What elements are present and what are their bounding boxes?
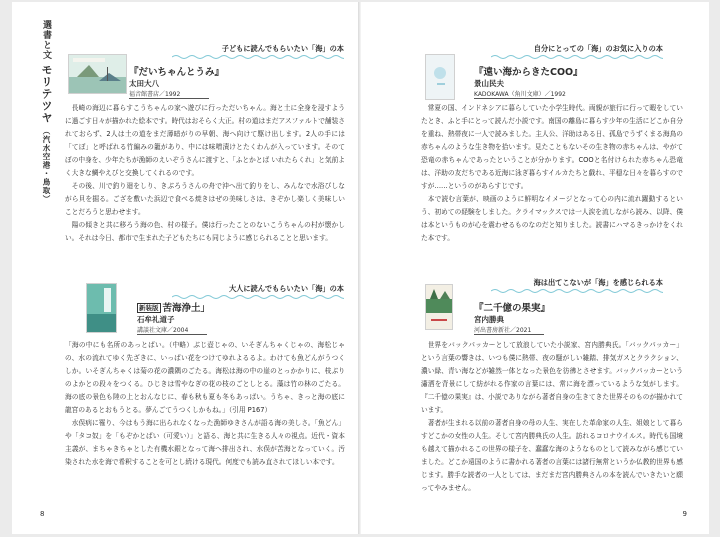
right-page bbox=[361, 2, 709, 534]
vertical-sub: （汽水空港・鳥取） bbox=[42, 127, 51, 204]
book-publisher: 講談社文庫／2004 bbox=[137, 327, 189, 334]
section-heading: 大人に読んでもらいたい「海」の本 bbox=[172, 284, 344, 302]
title-rule bbox=[129, 98, 209, 99]
book-title: 『二千億の果実』 bbox=[474, 303, 551, 314]
book-title: 『遠い海からきたCOO』 bbox=[474, 67, 583, 78]
book-cover bbox=[86, 283, 117, 333]
cover-illustration bbox=[69, 55, 126, 93]
wave-decoration bbox=[491, 54, 663, 60]
review-text: 「海の中にも名所のあっとばい。（中略）ぶじ壺じゃの、いそぎんちゃくじゃの、海松じゃの、水の流れてゆく先ざきに、いっぱい花をつけてゆれよるるよ。わけても魚どんがうつくしか。いそぎんちゃくは菊の花の濃隅のごたる。海松は海の中の崖のとっかかりに、枝ぶりのよかとの段々をつくる。ひじきは雪やなぎの花の枝のごとしとる。藻は竹の林のごたる。海の底の景色も陸の上とおんなじに、春も秋も夏も冬もあっばい。うちゃ、きっと海の底に龍宮のあるとおもうとる。夢んごてうつくしかもね。」（引用 P167） 水俣病に罹り、今はもう海に出られなくなった漁師ゆきさんが語る海の美しさ。「魚どん」や「タコ奴」を「もぞかとばい（可愛い）」と語る、海と共に生きる人々の視点。近代・資本主義が、まちゃきちゃとした有機水銀となって海へ排出され、水俣が苦海となっていく。汚染された水を海で希釈することを可とし続ける現代。何度でも読み直されてほしい本です。 bbox=[65, 341, 345, 466]
vertical-author: モリテツヤ bbox=[40, 64, 53, 124]
book-cover bbox=[425, 54, 455, 100]
book-author: 宮内勝典 bbox=[474, 315, 504, 324]
title-rule bbox=[474, 98, 554, 99]
title-rule bbox=[137, 334, 207, 335]
book-publisher: KADOKAWA（角川文庫）／1992 bbox=[474, 91, 566, 98]
edition-tag: 新装版 bbox=[139, 304, 159, 312]
book-author: 景山民夫 bbox=[474, 79, 504, 88]
cover-illustration bbox=[426, 285, 452, 329]
review-text: 世界をバックパッカーとして放浪していた小説家、宮内勝典氏。「バックパッカー」という言葉の響きは、いつも僕に熱帯、夜の騒がしい雑踏、排気ガスとクラクション、濃い緑、青い海などが雑然一体となった景色を彷彿とさせます。バックパッカーという瀟洒を背景にして紡がれる作家の言葉には、常に海を漂っているような気がします。『二千億の果実』は、小説でありながら著者自身の生きてきた世界そのものが描かれています。 著者が生まれる以前の著者自身の母の人生、実在した革命家の人生、姐娘として暮らすどこかの女性の人生。そして宮内勝典氏の人生。訪れるコロナウイルス。時代も国境も越えて描かれるこの世界の様子を、蠢蠢な海のようなものとして読みながら感じていました。どこか遠国のように書かれる著者の言葉には諸行無常というか仏教的世界も感じます。勝手な読者の一人としては、まだまだ宮内勝典さんの本を読んでいきたいと願ってやみません。 bbox=[421, 341, 683, 492]
page-number: 8 bbox=[40, 510, 45, 518]
vertical-title bbox=[39, 20, 53, 204]
book-title: 新装版 苦海浄土」 bbox=[139, 303, 211, 314]
page-number: 9 bbox=[682, 510, 687, 518]
review-text: 長崎の海辺に暮らすこうちゃんの家へ遊びに行っただいちゃん。海と土に全身を浸すように過ごす日々が描かれた絵本です。時代はおそらく大正。村の道はまだアスファルトで舗装されておらず、2人は土の道をまだ薄暗がりの早朝、海へ向けて駆け出します。2人の手には「てぼ」と呼ばれる竹編みの籠があり、中には味噌漬けとたくわんが入っています。そのてぼの中身を、少年たちが漁師のえいぞうさんに渡すと、「ふとかとば いれたらくれ」と気前よく大きな鯛やえびと交換してくれるのです。 その後、川で釣り廻をしり、きぶろうさんの舟で沖へ出て釣りをし、みんなで水浴びしながら貝を掘る。ござを敷いた浜辺で食べる焼きはぜの美味しさは、きぞかし楽しく美味しいことだろうと思わせます。 陽の傾きと共に移ろう海の色、村の様子。僕は行ったことのないこうちゃんの村が懐かしい。それは今日、都市で生まれた子どもたちにも同じように感じられることと思います。 bbox=[65, 104, 345, 242]
book-publisher: 河出書房新社／2021 bbox=[474, 327, 532, 334]
wave-decoration bbox=[491, 288, 663, 294]
book-title: 『だいちゃんとうみ』 bbox=[129, 67, 225, 78]
book-publisher: 福音館書店／1992 bbox=[129, 91, 181, 98]
book-author: 石牟礼道子 bbox=[137, 315, 175, 324]
title-rule bbox=[474, 334, 544, 335]
book-author: 太田大八 bbox=[129, 79, 159, 88]
section-heading: 海は出てこないが「海」を感じられる本 bbox=[491, 278, 663, 296]
review-text: 常夏の国、インドネシアに暮らしていた小学生時代。両親が旅行に行って暇をしていたとき、ふと手にとって読んだ小説です。南国の離島に暮らす少年の生活にどこか自分を重ね、熱帯夜に一人で読みました。主人公、洋助はある日、孤島でうずくまる海鳥の赤ちゃんのような生き物を拾います。見たこともないその生き物の赤ちゃんは、やがて恐竜の赤ちゃんであったということが分かります。COOと名付けられた赤ちゃん恐竜は、洋助の友だちである近海に泳ぎ暮らすイルカたちと戯れ、平穏な日々を暮らすのですが……というのがあらすじです。 本で読む言葉が、映画のように鮮明なイメージとなって心の内に流れ躍動するという、初めての経験をしました。クライマックスでは一人涙を流しながら読み、以降、僕は本というものが心を震わせるものなのだと知りました。読書にハマるきっかけをくれた本です。 bbox=[421, 104, 683, 242]
left-page bbox=[12, 2, 360, 534]
book-cover bbox=[68, 54, 127, 94]
cover-illustration bbox=[426, 55, 454, 99]
vertical-label: 選書と文 bbox=[41, 20, 51, 60]
cover-illustration bbox=[87, 284, 116, 332]
wave-decoration bbox=[172, 54, 344, 60]
section-heading: 子どもに読んでもらいたい「海」の本 bbox=[172, 44, 344, 62]
book-cover bbox=[425, 284, 453, 330]
section-heading: 自分にとっての「海」のお気に入りの本 bbox=[491, 44, 663, 62]
